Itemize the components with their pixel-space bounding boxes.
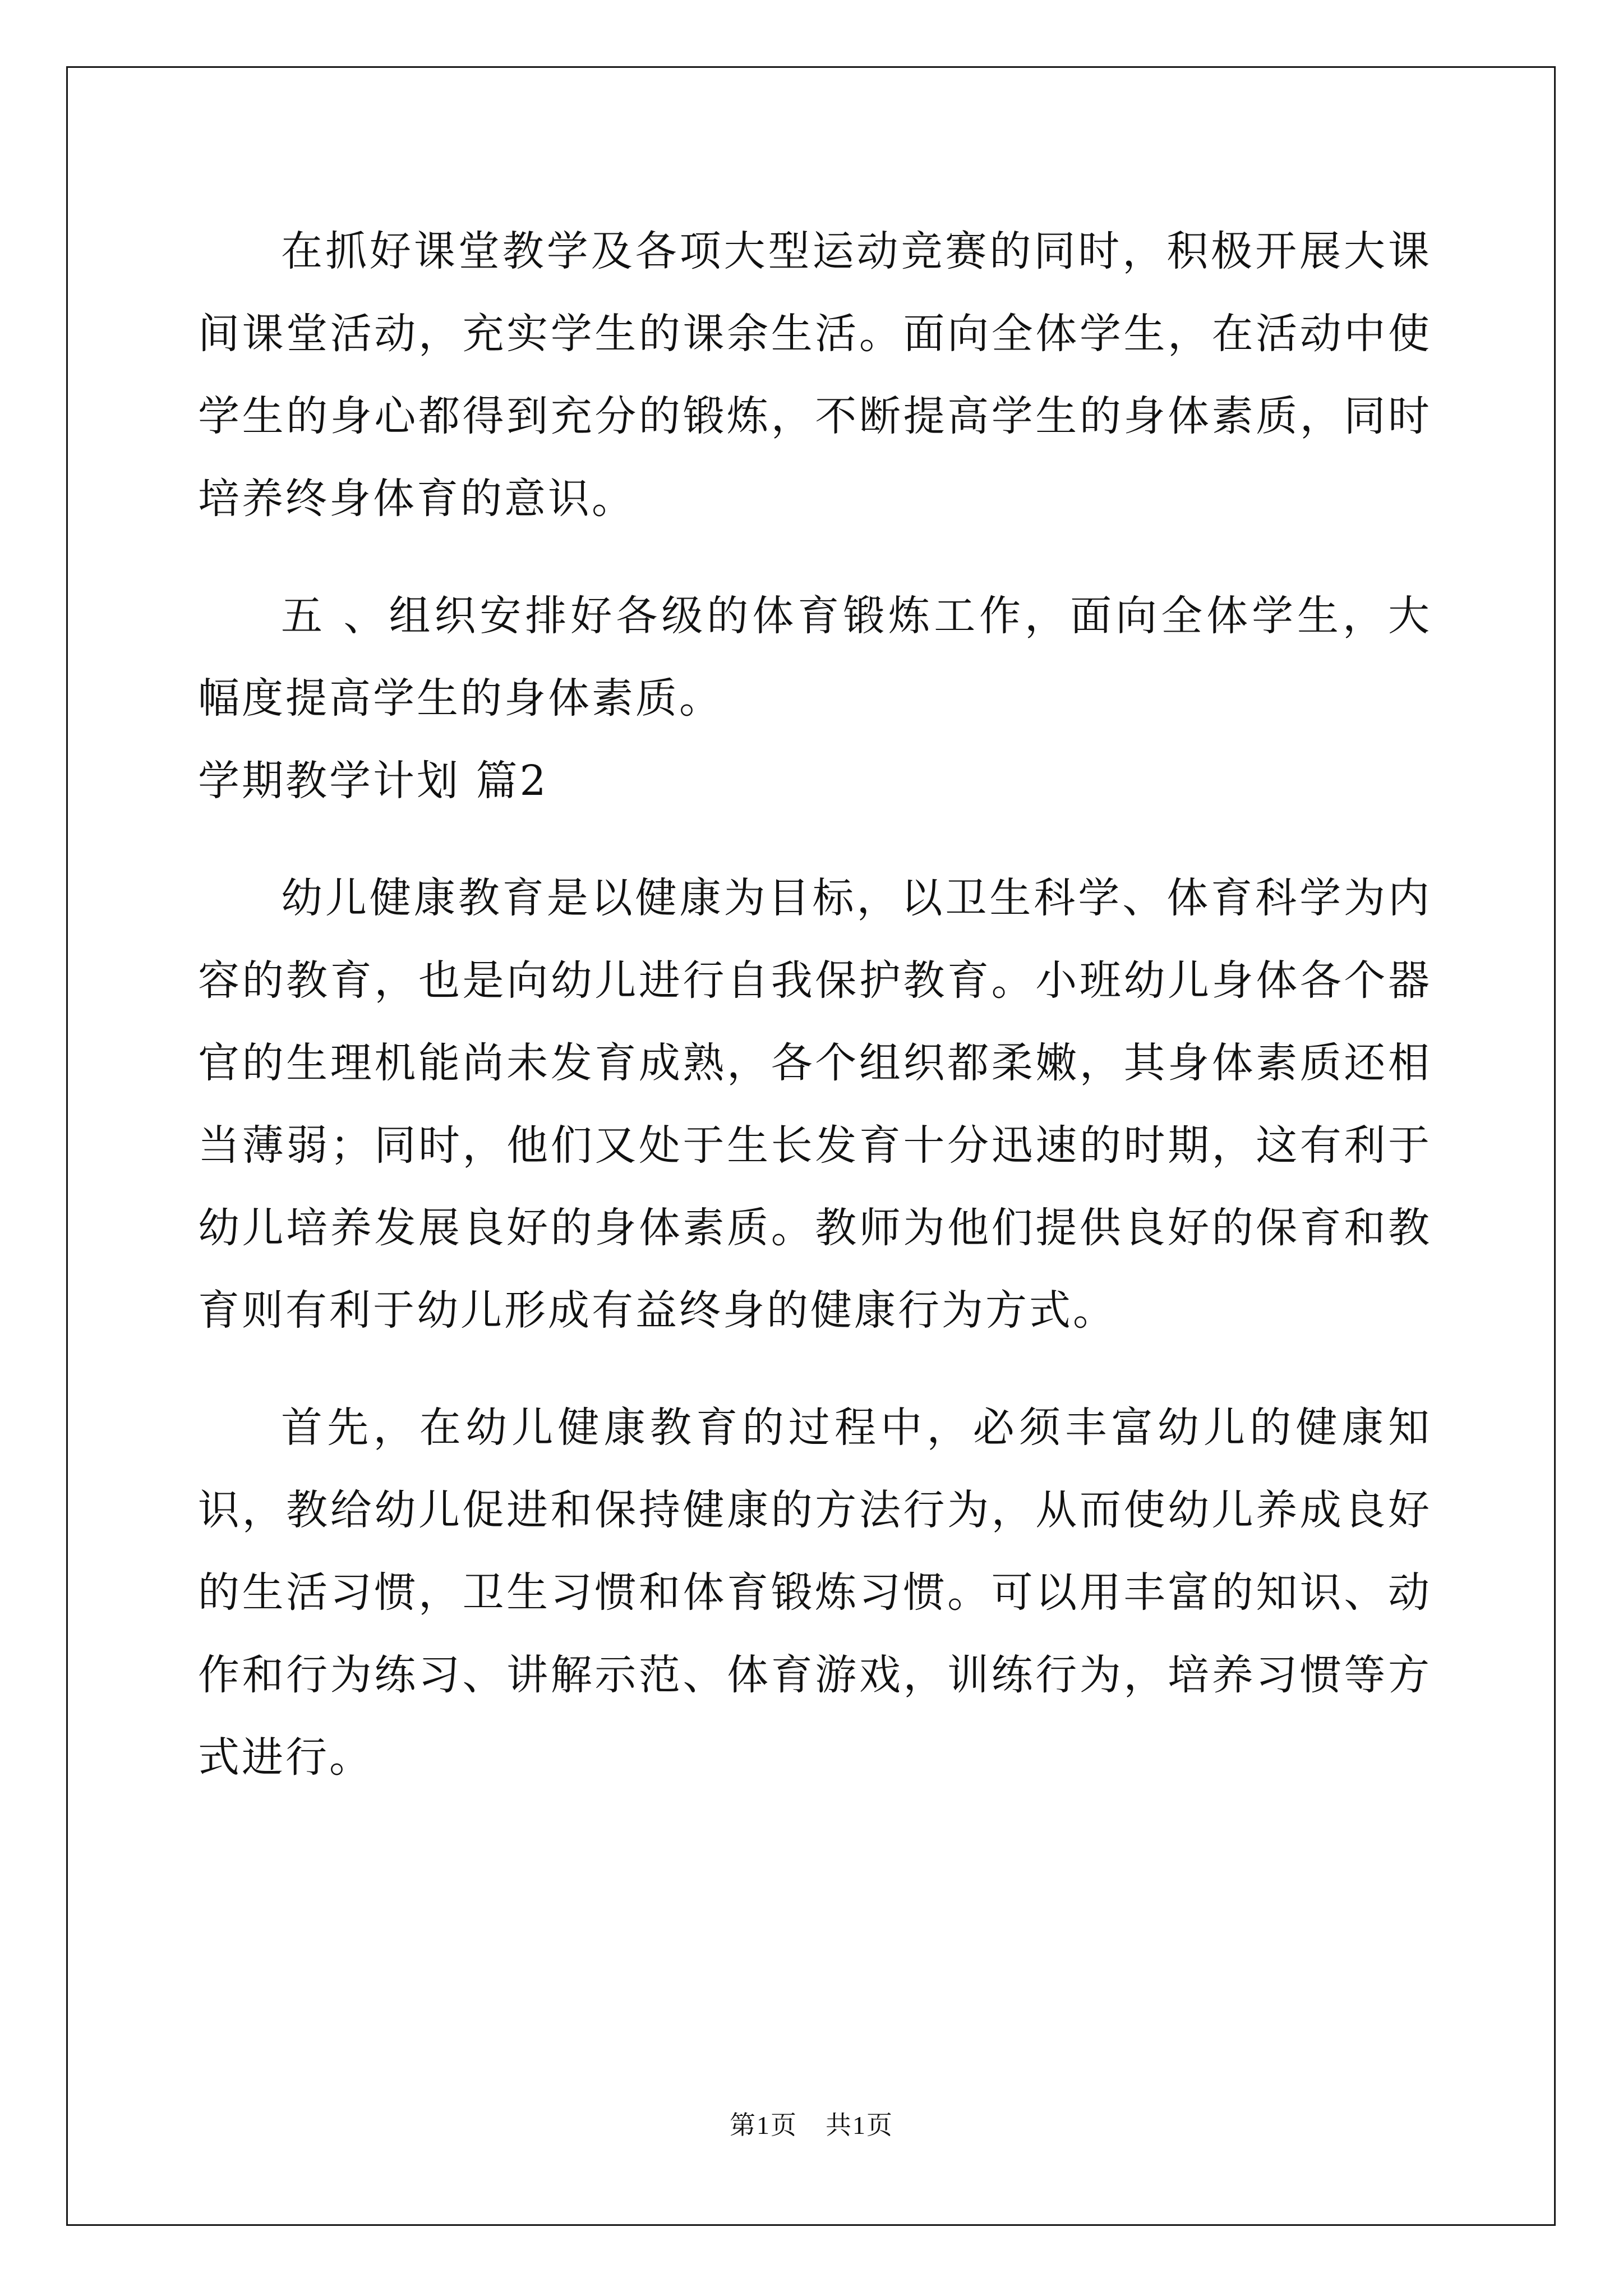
page-total: 共1页 (826, 2111, 893, 2139)
page-number: 第1页 (730, 2111, 797, 2139)
paragraph-4: 首先，在幼儿健康教育的过程中，必须丰富幼儿的健康知识，教给幼儿促进和保持健康的方法行为，从而使幼儿养成良好的生活习惯，卫生习惯和体育锻炼习惯。可以用丰富的知识、动作和行为练习、讲解示范、体育游戏，训练行为，培养习惯等方式进行。 (198, 1404, 1432, 1782)
paragraph-2: 五 、组织安排好各级的体育锻炼工作，面向全体学生，大幅度提高学生的身体素质。 (198, 592, 1432, 723)
page-footer (0, 2105, 1623, 2142)
document-body (198, 210, 1432, 1799)
paragraph-3: 幼儿健康教育是以健康为目标，以卫生科学、体育科学为内容的教育，也是向幼儿进行自我保护教育。小班幼儿身体各个器官的生理机能尚未发育成熟，各个组织都柔嫩，其身体素质还相当薄弱；同时，他们又处于生长发育十分迅速的时期，这有利于幼儿培养发展良好的身体素质。教师为他们提供良好的保育和教育则有利于幼儿形成有益终身的健康行为方式。 (198, 874, 1432, 1335)
paragraph-1: 在抓好课堂教学及各项大型运动竞赛的同时，积极开展大课间课堂活动，充实学生的课余生活。面向全体学生，在活动中使学生的身心都得到充分的锻炼，不断提高学生的身体素质，同时培养终身体育的意识。 (198, 227, 1432, 523)
section-heading: 学期教学计划 篇2 (198, 757, 548, 805)
